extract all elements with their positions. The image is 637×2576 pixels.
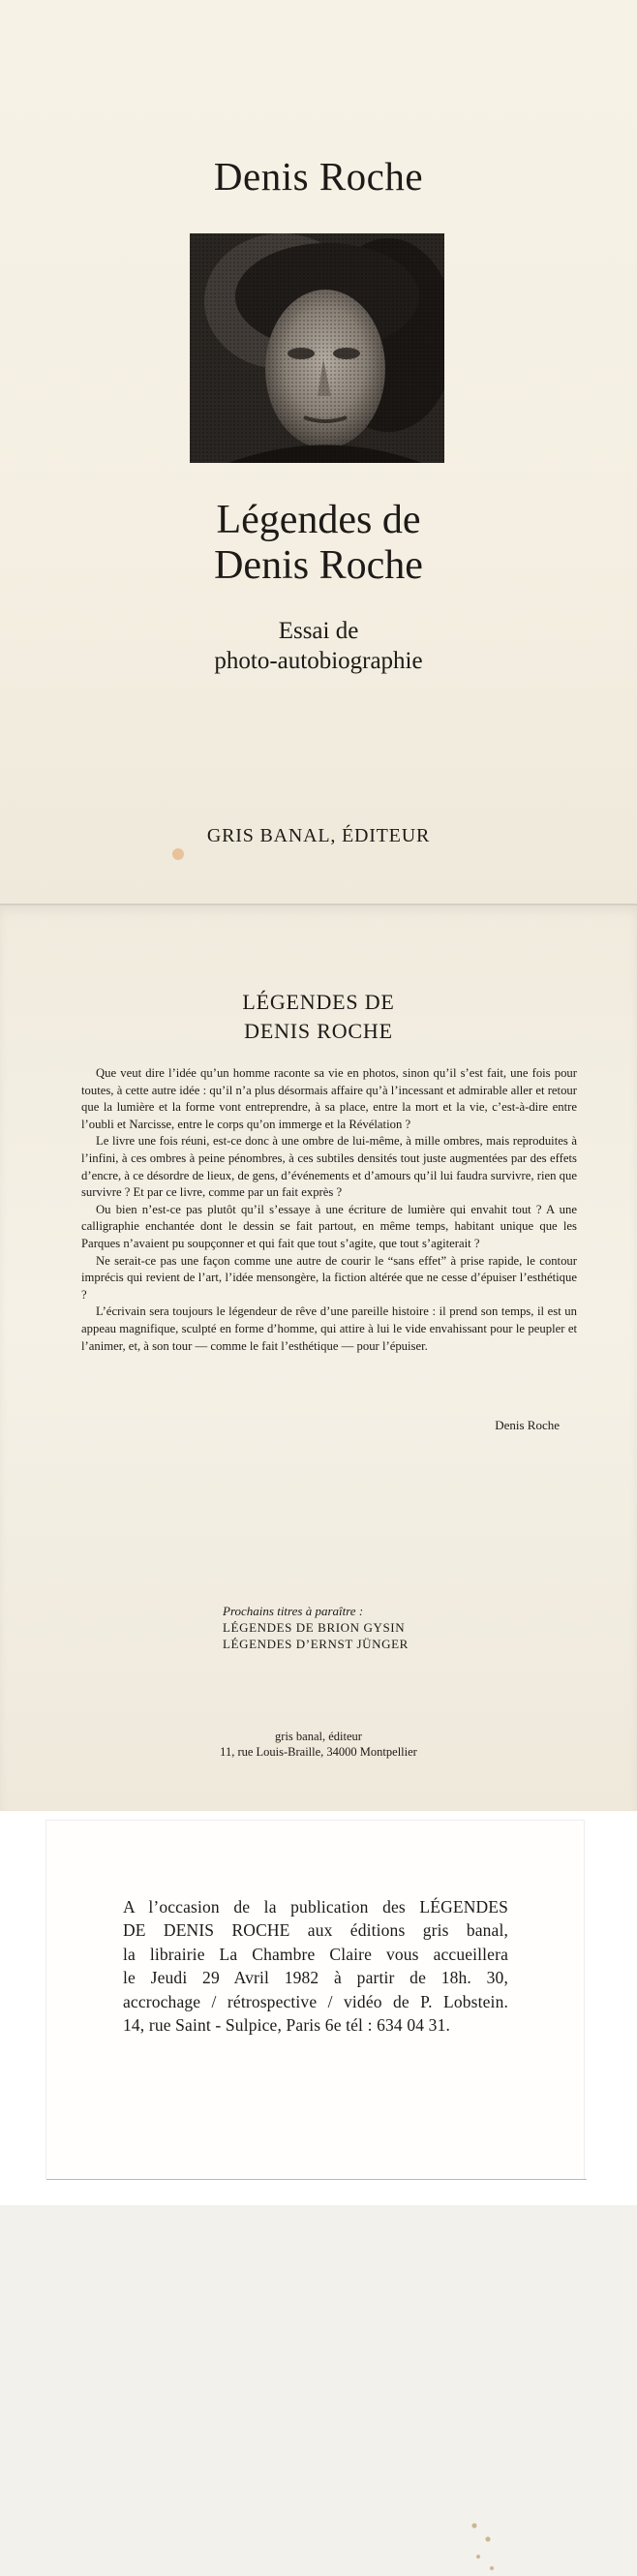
- invitation-text: [123, 1895, 508, 2037]
- blurb-signature: Denis Roche: [495, 1418, 560, 1432]
- cover-title-line-1: Légendes de: [216, 498, 421, 542]
- card-edge-line: [46, 2179, 587, 2180]
- back-title-line-2: DENIS ROCHE: [244, 1019, 393, 1043]
- invitation-line-1: A l’occasion de la publication des LÉGENDES: [123, 1897, 508, 1917]
- book-front-cover: [0, 0, 637, 905]
- blurb-paragraph: Que veut dire l’idée qu’un homme raconte sa vie en photos, sinon qu’il s’est fait, une fois pour toutes, à cette autre idée : qu’il n’a plus désormais affaire qu’à l’incessant et admirable aller et retour que la lumière et la forme vont entreprendre, à sa place, entre la mort et la vie, c’est-à-dire entre l’oubli et Narcisse, entre le corps qu’on immerge et la Révélation ?: [81, 1066, 577, 1131]
- cover-publisher: GRIS BANAL, ÉDITEUR: [206, 825, 431, 846]
- publisher-imprint: [0, 1729, 637, 1760]
- blurb-text: [81, 1065, 577, 1355]
- upcoming-label: Prochains titres à paraître :: [223, 1604, 364, 1618]
- blurb-paragraph: Ou bien n’est-ce pas plutôt qu’il s’essaye à une écriture de lumière qui envahit tout ? A une calligraphie enchantée dont le dessin se fait partout, en même temps, habitant unique que les Parques n’avaient pu soupçonner et qui fait que tout s’agite, que tout s’agiterait ?: [81, 1202, 577, 1250]
- invitation-line-2: DE DENIS ROCHE aux éditions gris banal,: [123, 1920, 508, 1941]
- invitation-line-3: la librairie La Chambre Claire vous accueillera: [123, 1944, 508, 1964]
- paper-stain: [172, 848, 184, 860]
- cover-subtitle-line-2: photo-autobiographie: [214, 648, 423, 674]
- invitation-line-4: le Jeudi 29 Avril 1982 à partir de 18h. 30,: [123, 1968, 508, 1988]
- upcoming-titles: [223, 1603, 409, 1652]
- imprint-line-2: 11, rue Louis-Braille, 34000 Montpellier: [220, 1745, 417, 1759]
- upcoming-title-1: LÉGENDES DE BRION GYSIN: [223, 1620, 406, 1635]
- blurb-paragraph: L’écrivain sera toujours le légendeur de rêve d’une pareille histoire : il prend son temps, il est un appeau magnifique, sculpté en forme d’homme, qui attire à lui le vide envahissant pour le peupler et l’animer, et, à son tour — comme le fait l’esthétique — pour l’épuiser.: [81, 1304, 577, 1353]
- blurb-paragraph: Le livre une fois réuni, est-ce donc à une ombre de lui-même, à mille ombres, mais reproduites à l’infini, à ces ombres à peine pénombres, à ces subtiles densités tout juste augmentées par des effets d’encre, à ce désordre de lieux, de gens, d’événements et d’amours qu’il lui faudra survivre, rien que survivre ? Et par ce livre, comme par un fait exprès ?: [81, 1134, 577, 1200]
- back-title: [0, 988, 637, 1046]
- foxing-spots: [465, 2518, 503, 2576]
- cover-subtitle-line-1: Essai de: [278, 618, 359, 644]
- blurb-paragraph: Ne serait-ce pas une façon comme une autre de courir le “sans effet” à prise rapide, le contour imprécis qui revient de l’art, l’idée mensongère, la fiction altérée que ne cesse d’épuiser l’esthétique ?: [81, 1253, 577, 1302]
- imprint-line-1: gris banal, éditeur: [275, 1730, 362, 1743]
- cover-title-line-2: Denis Roche: [214, 543, 423, 588]
- cover-subtitle: [0, 616, 637, 676]
- cover-author: Denis Roche: [213, 154, 424, 199]
- back-title-line-1: LÉGENDES DE: [242, 990, 395, 1014]
- invitation-line-5: accrochage / rétrospective / vidéo de P. Lobstein.: [123, 1991, 508, 2011]
- cover-title: [0, 498, 637, 589]
- upcoming-title-2: LÉGENDES D’ERNST JÜNGER: [223, 1637, 409, 1651]
- invitation-line-6: 14, rue Saint - Sulpice, Paris 6e tél : 634 04 31.: [123, 2015, 451, 2036]
- author-portrait-photo: [190, 233, 444, 463]
